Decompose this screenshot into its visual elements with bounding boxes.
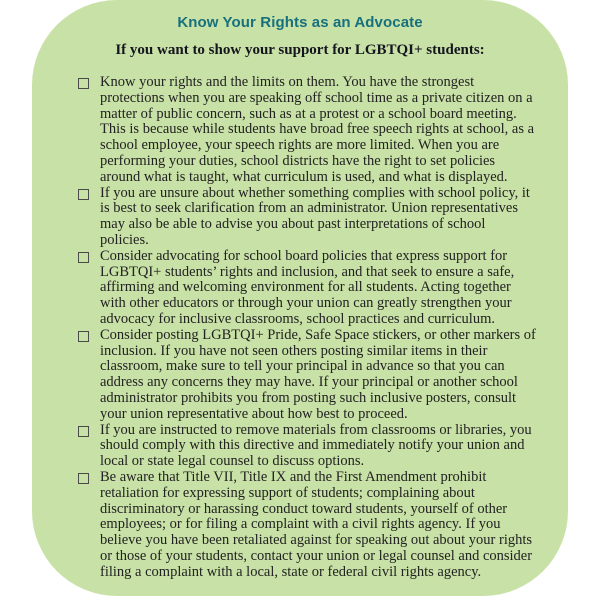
ballot-box-icon [78,78,89,89]
list-item [78,249,538,328]
list-item-text: If you are instructed to remove materials from classrooms or libraries, you should comply with this directive and immediately notify your union and local or state legal counsel to discuss options. [100,421,532,470]
list-item [78,186,538,249]
ballot-box-icon [78,426,89,437]
page-title: Know Your Rights as an Advocate [177,14,423,31]
list-item [78,470,538,581]
list-item-text: Consider advocating for school board policies that express support for LGBTQI+ students’ rights and inclusion, and that seek to ensure a safe, affirming and welcoming environment for all students. Acting together with other educators or through your union can greatly strengthen your advocacy for inclusive classrooms, school practices and curriculum. [100,247,515,327]
list-item-text: If you are unsure about whether something complies with school policy, it is best to seek clarification from an administrator. Union representatives may also be able to advise you about past interpretations of school policies. [100,184,530,248]
list-item-text: Consider posting LGBTQI+ Pride, Safe Space stickers, or other markers of inclusion. If you have not seen others posting similar items in their classroom, make sure to tell your principal in advance so that you can address any concerns they may have. If your principal or another school administrator prohibits you from posting such inclusive posters, consult your union representative about how best to proceed. [100,326,536,422]
list-item-text: Be aware that Title VII, Title IX and the First Amendment prohibit retaliation for expressing support of students; complaining about discriminatory or harassing conduct toward students, yourself of other employees; or for filing a complaint with a civil rights agency. If you believe you have been retaliated against for speaking out about your rights or those of your students, contact your union or legal counsel and consider filing a complaint with a local, state or federal civil rights agency. [100,468,533,580]
list-item [78,75,538,186]
page-subtitle: If you want to show your support for LGBTQI+ students: [115,42,485,58]
ballot-box-icon [78,331,89,342]
rights-list [78,75,538,581]
list-item [78,423,538,470]
ballot-box-icon [78,473,89,484]
list-item [78,328,538,423]
ballot-box-icon [78,189,89,200]
ballot-box-icon [78,252,89,263]
green-panel [32,0,568,596]
list-item-text: Know your rights and the limits on them. You have the strongest protections when you are speaking off school time as a private citizen on a matter of public concern, such as at a protest or a school board meeting. This is because while students have broad free speech rights at school, as a school employee, your speech rights are more limited. When you are performing your duties, school districts have the right to set policies around what is taught, what curriculum is used, and what is displayed. [100,74,535,185]
